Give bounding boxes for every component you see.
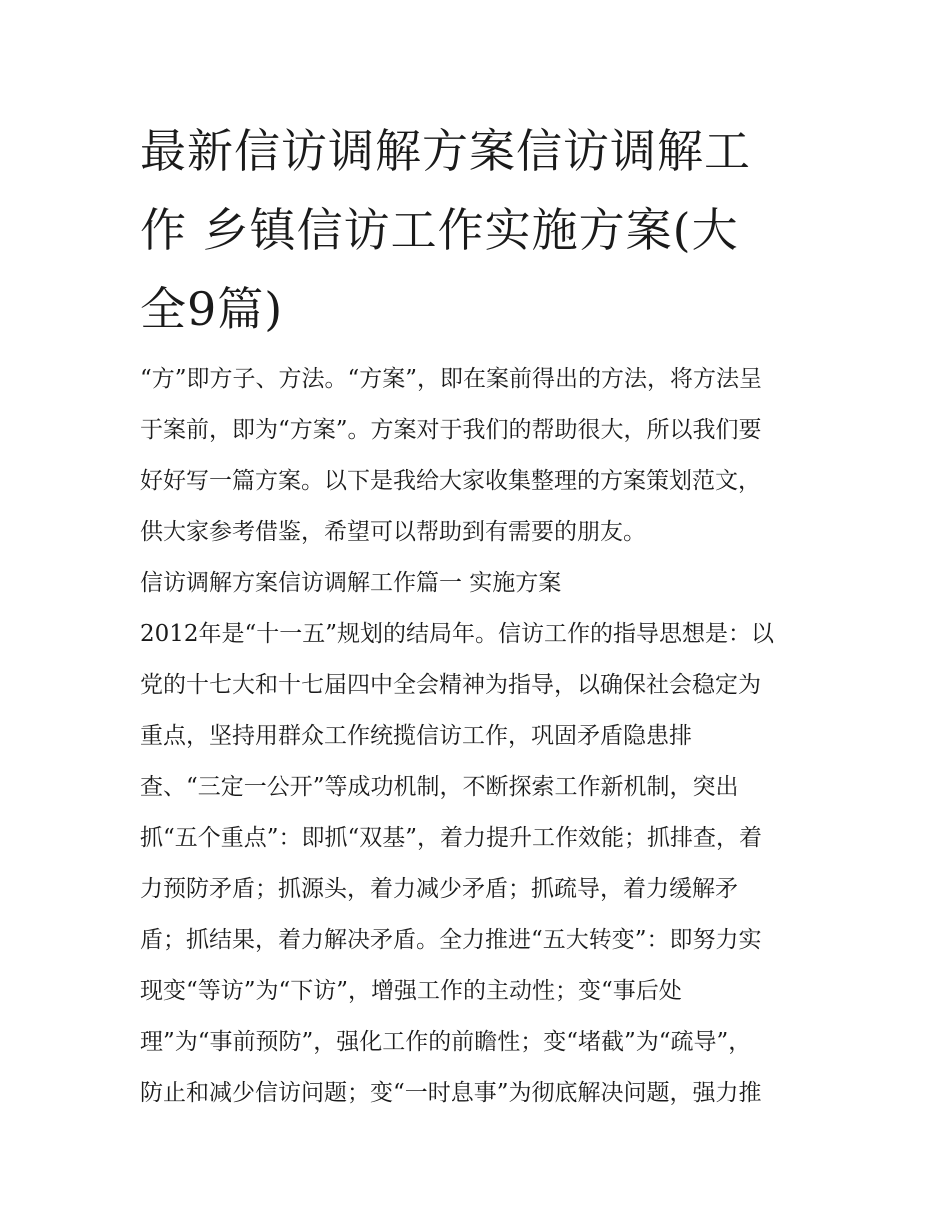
title-line: 全9篇) [140,282,284,336]
text-line: 2012年是“十一五”规划的结局年。信访工作的指导思想是：以 [140,621,775,647]
intro-paragraph [140,354,820,558]
text-line: 党的十七大和十七届四中全会精神为指导，以确保社会稳定为 [140,672,761,698]
title-line: 作 乡镇信访工作实施方案(大 [140,203,739,257]
document-body [140,354,820,1119]
text-line: 理”为“事前预防”，强化工作的前瞻性；变“堵截”为“疏导”， [140,1029,752,1055]
text-line: 力预防矛盾；抓源头，着力减少矛盾；抓疏导，着力缓解矛 [140,876,738,902]
text-line: 查、“三定一公开”等成功机制，不断探索工作新机制，突出 [140,774,739,800]
text-line: 供大家参考借鉴，希望可以帮助到有需要的朋友。 [140,519,646,545]
document-title [140,112,812,349]
text-line: 抓“五个重点”：即抓“双基”，着力提升工作效能；抓排查，着 [140,825,763,851]
text-line: 现变“等访”为“下访”，增强工作的主动性；变“事后处 [140,978,682,1004]
text-line: 于案前，即为“方案”。方案对于我们的帮助很大，所以我们要 [140,417,762,443]
text-line: “方”即方子、方法。“方案”，即在案前得出的方法，将方法呈 [140,366,763,392]
text-line: 好好写一篇方案。以下是我给大家收集整理的方案策划范文， [140,468,761,494]
text-line: 重点，坚持用群众工作统揽信访工作，巩固矛盾隐患排 [140,723,692,749]
text-line: 盾；抓结果，着力解决矛盾。全力推进“五大转变”：即努力实 [140,927,762,953]
text-line: 防止和减少信访问题；变“一时息事”为彻底解决问题，强力推 [140,1080,762,1106]
section-heading: 信访调解方案信访调解工作篇一 实施方案 [140,570,562,596]
title-line: 最新信访调解方案信访调解工 [140,124,751,178]
section-paragraph [140,609,820,1119]
